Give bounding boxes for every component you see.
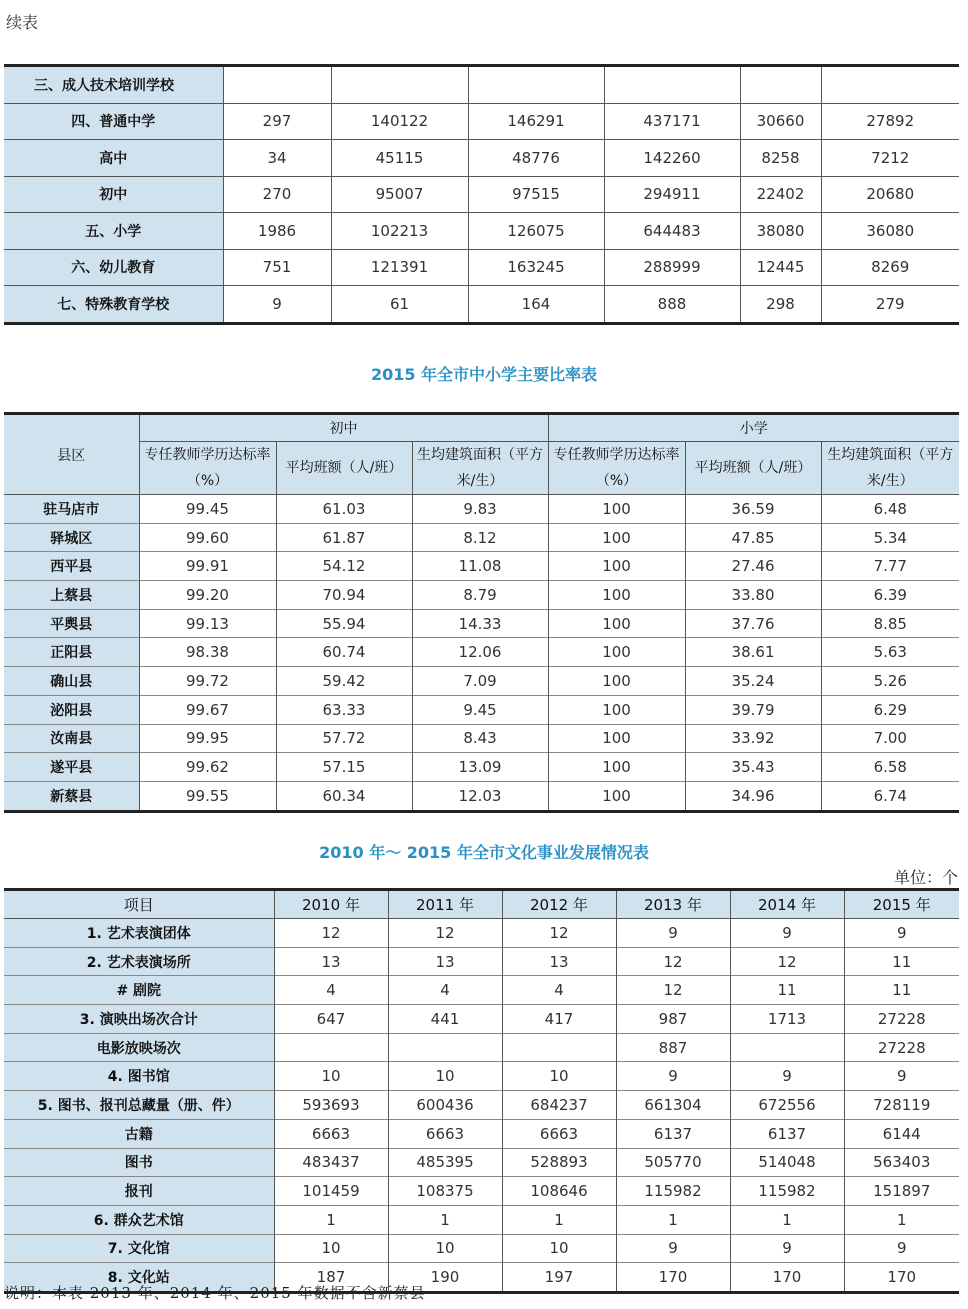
region-label: 确山县: [4, 667, 139, 696]
table-cell: 163245: [468, 249, 604, 286]
row-label: 初中: [4, 176, 223, 213]
table-cell: 97515: [468, 176, 604, 213]
item-label: 6. 群众艺术馆: [4, 1205, 274, 1234]
school-stats-table: [4, 64, 959, 325]
table-row: [4, 1091, 959, 1120]
table-cell: 9: [223, 286, 331, 324]
table-cell: 146291: [468, 103, 604, 140]
table-cell: 8.43: [412, 724, 548, 753]
table-cell: 10: [388, 1062, 502, 1091]
table-cell: 95007: [331, 176, 468, 213]
table-cell: 115982: [616, 1177, 730, 1206]
table-cell: 8.85: [821, 609, 959, 638]
table-cell: 55.94: [276, 609, 412, 638]
table-cell: 37.76: [685, 609, 821, 638]
table-cell: 63.33: [276, 695, 412, 724]
table-cell: 728119: [844, 1091, 959, 1120]
item-label: 2. 艺术表演场所: [4, 947, 274, 976]
table-row: [4, 781, 959, 811]
table-row: [4, 523, 959, 552]
table-cell: 1986: [223, 213, 331, 250]
table-cell: 5.26: [821, 667, 959, 696]
table-note: 说明：本表 2013 年、2014 年、2015 年数据不含新蔡县: [4, 1284, 426, 1302]
column-header: 平均班额（人/班）: [685, 442, 821, 495]
table-row: [4, 581, 959, 610]
table-cell: 99.55: [139, 781, 276, 811]
table-cell: 12.03: [412, 781, 548, 811]
table-cell: 1: [616, 1205, 730, 1234]
table-cell: 672556: [730, 1091, 844, 1120]
table-cell: 27228: [844, 1005, 959, 1034]
row-label: 七、特殊教育学校: [4, 286, 223, 324]
table-cell: 483437: [274, 1148, 388, 1177]
table-cell: 1: [502, 1205, 616, 1234]
region-label: 驻马店市: [4, 495, 139, 524]
region-label: 正阳县: [4, 638, 139, 667]
table-cell: 99.13: [139, 609, 276, 638]
table-cell: 270: [223, 176, 331, 213]
table-cell: 60.34: [276, 781, 412, 811]
table-cell: [604, 66, 740, 104]
table-cell: 9: [844, 919, 959, 948]
table-cell: 59.42: [276, 667, 412, 696]
table-cell: 100: [548, 753, 685, 782]
table-cell: 98.38: [139, 638, 276, 667]
table-cell: 297: [223, 103, 331, 140]
table-cell: 11: [844, 976, 959, 1005]
table-cell: 140122: [331, 103, 468, 140]
table-cell: 13: [388, 947, 502, 976]
unit-label: 单位：个: [893, 868, 958, 887]
table-row: [4, 919, 959, 948]
table-row: [4, 552, 959, 581]
table-cell: 12: [502, 919, 616, 948]
table-cell: 8.79: [412, 581, 548, 610]
table-row: [4, 609, 959, 638]
school-ratio-table: [4, 412, 959, 813]
table-row: [4, 947, 959, 976]
table-cell: 12: [274, 919, 388, 948]
table-cell: 100: [548, 552, 685, 581]
region-label: 汝南县: [4, 724, 139, 753]
table-cell: 528893: [502, 1148, 616, 1177]
column-header: 专任教师学历达标率（%）: [139, 442, 276, 495]
table-cell: 38080: [740, 213, 821, 250]
table-cell: 13.09: [412, 753, 548, 782]
table-cell: 9.45: [412, 695, 548, 724]
table-cell: 6.74: [821, 781, 959, 811]
column-header: 2013 年: [616, 890, 730, 919]
column-header: 2014 年: [730, 890, 844, 919]
table-cell: 99.72: [139, 667, 276, 696]
table-row: [4, 213, 959, 250]
table-cell: 164: [468, 286, 604, 324]
table-cell: 100: [548, 695, 685, 724]
culture-table-title: 2010 年～ 2015 年全市文化事业发展情况表: [319, 843, 649, 862]
table-cell: 7.00: [821, 724, 959, 753]
table-cell: [821, 66, 959, 104]
region-label: 遂平县: [4, 753, 139, 782]
table-cell: 9: [730, 919, 844, 948]
table-cell: 10: [274, 1234, 388, 1263]
table-cell: 100: [548, 724, 685, 753]
table-cell: 115982: [730, 1177, 844, 1206]
table-cell: 12445: [740, 249, 821, 286]
item-label: 8. 文化站: [4, 1263, 274, 1293]
table-cell: 36080: [821, 213, 959, 250]
table-cell: 987: [616, 1005, 730, 1034]
row-label: 五、小学: [4, 213, 223, 250]
table-cell: 35.43: [685, 753, 821, 782]
table-cell: 22402: [740, 176, 821, 213]
table-row: [4, 176, 959, 213]
table-cell: 9: [616, 919, 730, 948]
column-header: 2011 年: [388, 890, 502, 919]
table-cell: 751: [223, 249, 331, 286]
item-label: 图书: [4, 1148, 274, 1177]
table-cell: 100: [548, 581, 685, 610]
table-cell: 38.61: [685, 638, 821, 667]
table-row: [4, 724, 959, 753]
table-cell: 5.34: [821, 523, 959, 552]
table-row: [4, 495, 959, 524]
item-label: 电影放映场次: [4, 1033, 274, 1062]
table-cell: 30660: [740, 103, 821, 140]
table-cell: 11: [730, 976, 844, 1005]
table-cell: [730, 1033, 844, 1062]
table-cell: 298: [740, 286, 821, 324]
table-cell: [331, 66, 468, 104]
region-label: 西平县: [4, 552, 139, 581]
column-header: 专任教师学历达标率（%）: [548, 442, 685, 495]
table-cell: 187: [274, 1263, 388, 1293]
table-cell: 13: [274, 947, 388, 976]
column-header: 项目: [4, 890, 274, 919]
table-cell: 36.59: [685, 495, 821, 524]
table-row: [4, 976, 959, 1005]
table-cell: 514048: [730, 1148, 844, 1177]
item-label: 古籍: [4, 1119, 274, 1148]
ratio-table-title: 2015 年全市中小学主要比率表: [370, 365, 598, 384]
column-header: 生均建筑面积（平方米/生）: [821, 442, 959, 495]
table-cell: 34: [223, 140, 331, 177]
table-cell: 600436: [388, 1091, 502, 1120]
table-cell: 887: [616, 1033, 730, 1062]
table-row: [4, 103, 959, 140]
table-cell: 644483: [604, 213, 740, 250]
table-cell: 34.96: [685, 781, 821, 811]
table-cell: 100: [548, 781, 685, 811]
table-cell: 294911: [604, 176, 740, 213]
table-cell: 9: [844, 1234, 959, 1263]
table-cell: 99.45: [139, 495, 276, 524]
item-label: 7. 文化馆: [4, 1234, 274, 1263]
table-cell: 11: [844, 947, 959, 976]
table-cell: 10: [502, 1062, 616, 1091]
item-label: 1. 艺术表演团体: [4, 919, 274, 948]
table-cell: 288999: [604, 249, 740, 286]
table-cell: 4: [274, 976, 388, 1005]
row-label: 三、成人技术培训学校: [4, 66, 223, 104]
table-cell: 6.39: [821, 581, 959, 610]
group-header-primary-school: 小学: [548, 414, 959, 442]
table-cell: 1: [844, 1205, 959, 1234]
table-cell: 99.95: [139, 724, 276, 753]
table-cell: 7.77: [821, 552, 959, 581]
table-row: [4, 249, 959, 286]
table-row: [4, 695, 959, 724]
item-label: 3. 演映出场次合计: [4, 1005, 274, 1034]
item-label: # 剧院: [4, 976, 274, 1005]
table-cell: 101459: [274, 1177, 388, 1206]
table-cell: 6663: [274, 1119, 388, 1148]
table-cell: 9: [616, 1234, 730, 1263]
table-row: [4, 1119, 959, 1148]
table-row: [4, 286, 959, 324]
table-cell: 108646: [502, 1177, 616, 1206]
table-cell: 39.79: [685, 695, 821, 724]
table-cell: 121391: [331, 249, 468, 286]
table-cell: 7212: [821, 140, 959, 177]
table-cell: 9.83: [412, 495, 548, 524]
table-cell: 61.03: [276, 495, 412, 524]
table-cell: 99.60: [139, 523, 276, 552]
table-cell: 102213: [331, 213, 468, 250]
table-cell: 190: [388, 1263, 502, 1293]
table-row: [4, 140, 959, 177]
table-cell: 563403: [844, 1148, 959, 1177]
table-cell: 35.24: [685, 667, 821, 696]
table-row: [4, 1234, 959, 1263]
table-cell: 6.29: [821, 695, 959, 724]
table-cell: 57.72: [276, 724, 412, 753]
table-cell: 279: [821, 286, 959, 324]
table-cell: 197: [502, 1263, 616, 1293]
item-label: 5. 图书、报刊总藏量（册、件）: [4, 1091, 274, 1120]
table-row: [4, 638, 959, 667]
table-cell: 9: [730, 1062, 844, 1091]
table-cell: 99.62: [139, 753, 276, 782]
table-cell: 12: [388, 919, 502, 948]
row-label: 高中: [4, 140, 223, 177]
table-cell: 142260: [604, 140, 740, 177]
table-cell: 4: [388, 976, 502, 1005]
table-cell: 100: [548, 495, 685, 524]
table-cell: 47.85: [685, 523, 821, 552]
table-cell: 6137: [616, 1119, 730, 1148]
table-cell: 441: [388, 1005, 502, 1034]
table-cell: 505770: [616, 1148, 730, 1177]
table-cell: [502, 1033, 616, 1062]
table-cell: 100: [548, 609, 685, 638]
region-label: 驿城区: [4, 523, 139, 552]
table-cell: 70.94: [276, 581, 412, 610]
table-cell: 60.74: [276, 638, 412, 667]
table-cell: 1713: [730, 1005, 844, 1034]
region-label: 泌阳县: [4, 695, 139, 724]
table-cell: 661304: [616, 1091, 730, 1120]
table-cell: 437171: [604, 103, 740, 140]
table-cell: 99.91: [139, 552, 276, 581]
table-cell: 61: [331, 286, 468, 324]
table-cell: 12: [616, 976, 730, 1005]
region-header: 县区: [4, 414, 139, 495]
table-cell: 170: [730, 1263, 844, 1293]
table-row: [4, 1062, 959, 1091]
table-cell: 6663: [388, 1119, 502, 1148]
row-label: 六、幼儿教育: [4, 249, 223, 286]
table-cell: 108375: [388, 1177, 502, 1206]
table-row: [4, 1033, 959, 1062]
table-cell: 9: [730, 1234, 844, 1263]
table-cell: 33.80: [685, 581, 821, 610]
column-header: 生均建筑面积（平方米/生）: [412, 442, 548, 495]
table-cell: 170: [844, 1263, 959, 1293]
table-cell: [468, 66, 604, 104]
table-cell: 20680: [821, 176, 959, 213]
table-cell: [274, 1033, 388, 1062]
table-cell: 57.15: [276, 753, 412, 782]
item-label: 报刊: [4, 1177, 274, 1206]
table-cell: 12: [730, 947, 844, 976]
row-label: 四、普通中学: [4, 103, 223, 140]
table-cell: 8258: [740, 140, 821, 177]
table-cell: 485395: [388, 1148, 502, 1177]
table-cell: 99.67: [139, 695, 276, 724]
table-cell: 9: [616, 1062, 730, 1091]
table-cell: 13: [502, 947, 616, 976]
table-cell: 6144: [844, 1119, 959, 1148]
table-cell: 8.12: [412, 523, 548, 552]
table-cell: 61.87: [276, 523, 412, 552]
table-cell: 9: [844, 1062, 959, 1091]
table-cell: 100: [548, 638, 685, 667]
table-cell: 27.46: [685, 552, 821, 581]
table-cell: 45115: [331, 140, 468, 177]
group-header-middle-school: 初中: [139, 414, 548, 442]
table-row: [4, 1148, 959, 1177]
item-label: 4. 图书馆: [4, 1062, 274, 1091]
table-cell: 1: [730, 1205, 844, 1234]
table-row: [4, 1005, 959, 1034]
culture-development-table: [4, 888, 959, 1294]
table-row: [4, 1177, 959, 1206]
table-row: [4, 66, 959, 104]
table-cell: 6137: [730, 1119, 844, 1148]
column-header: 2012 年: [502, 890, 616, 919]
table-cell: 8269: [821, 249, 959, 286]
table-cell: 1: [388, 1205, 502, 1234]
table-cell: 10: [274, 1062, 388, 1091]
table-cell: 5.63: [821, 638, 959, 667]
table-row: [4, 1205, 959, 1234]
region-label: 平舆县: [4, 609, 139, 638]
table-cell: 10: [388, 1234, 502, 1263]
table-cell: 12: [616, 947, 730, 976]
table-cell: 1: [274, 1205, 388, 1234]
table-cell: 12.06: [412, 638, 548, 667]
table-cell: [223, 66, 331, 104]
table-cell: 11.08: [412, 552, 548, 581]
table-cell: 417: [502, 1005, 616, 1034]
continued-label: 续表: [6, 13, 39, 32]
table-cell: 54.12: [276, 552, 412, 581]
table-cell: 126075: [468, 213, 604, 250]
table-cell: [740, 66, 821, 104]
table-cell: 593693: [274, 1091, 388, 1120]
table-cell: 684237: [502, 1091, 616, 1120]
table-cell: 151897: [844, 1177, 959, 1206]
table-row: [4, 753, 959, 782]
table-cell: 6.58: [821, 753, 959, 782]
table-cell: 7.09: [412, 667, 548, 696]
table-cell: [388, 1033, 502, 1062]
table-cell: 99.20: [139, 581, 276, 610]
table-cell: 33.92: [685, 724, 821, 753]
column-header: 2010 年: [274, 890, 388, 919]
table-cell: 647: [274, 1005, 388, 1034]
table-cell: 10: [502, 1234, 616, 1263]
table-cell: 888: [604, 286, 740, 324]
column-header: 2015 年: [844, 890, 959, 919]
table-cell: 6.48: [821, 495, 959, 524]
table-cell: 100: [548, 523, 685, 552]
table-cell: 170: [616, 1263, 730, 1293]
table-cell: 100: [548, 667, 685, 696]
region-label: 上蔡县: [4, 581, 139, 610]
table-row: [4, 667, 959, 696]
table-cell: 4: [502, 976, 616, 1005]
region-label: 新蔡县: [4, 781, 139, 811]
table-cell: 27228: [844, 1033, 959, 1062]
table-cell: 14.33: [412, 609, 548, 638]
column-header: 平均班额（人/班）: [276, 442, 412, 495]
table-cell: 27892: [821, 103, 959, 140]
table-cell: 6663: [502, 1119, 616, 1148]
table-cell: 48776: [468, 140, 604, 177]
